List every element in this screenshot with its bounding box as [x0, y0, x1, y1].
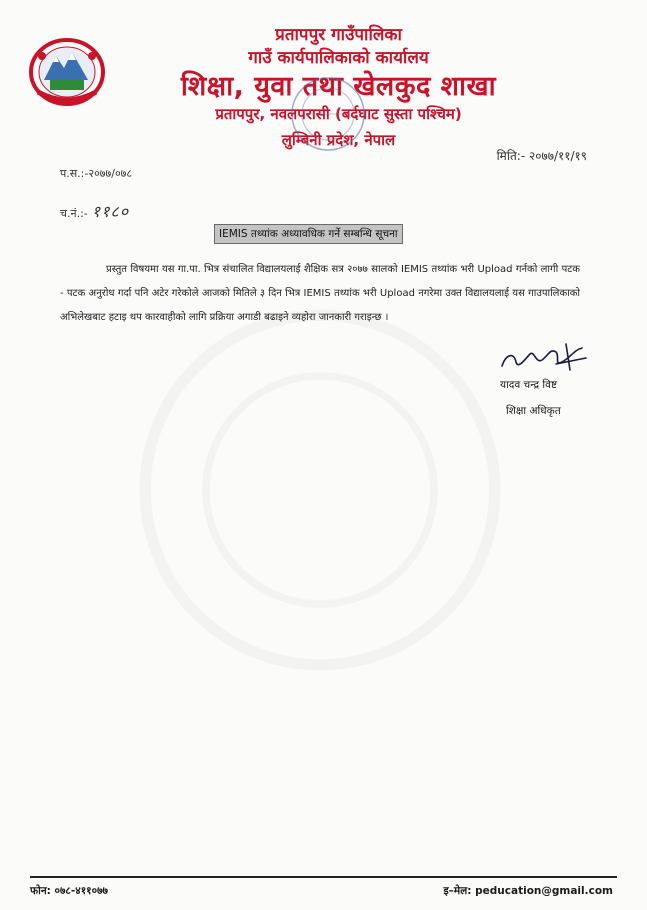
dispatch-number-value: ११८०	[91, 202, 130, 221]
municipality-name: प्रतापपुर गाउँपालिका	[275, 25, 402, 45]
office-name: गाउँ कार्यपालिकाको कार्यालय	[248, 48, 429, 68]
body-paragraph: प्रस्तुत विषयमा यस गा.पा. भित्र संचालित विद्यालयलाई शैक्षिक सत्र २०७७ सालको IEMIS तथ्यांक भरी Upload गर्नको लागी पटक - पटक अनुरोध गर्दा पनि अटेर गरेकोले आजको मितिले ३ दिन भित्र IEMIS तथ्यांक भरी Upload नगरेमा उक्त विद्यालयलाई यस गाउपालिकाको अभिलेखबाट हटाइ थप कारवाहीको लागि प्रक्रिया अगाडी बढाइने व्यहोरा जानकारी गराइन्छ ।	[60, 264, 580, 323]
footer-divider	[30, 876, 617, 878]
emblem-watermark-icon	[130, 300, 510, 680]
address-line: प्रतापपुर, नवलपरासी (बर्दघाट सुस्ता पश्चिम)	[215, 105, 462, 123]
signatory-name: यादव चन्द्र विष्ट	[500, 379, 558, 391]
footer-phone: फोन: ०७८-४११०७७	[30, 885, 108, 897]
reference-number: प.स.:-२०७७/०७८	[60, 167, 133, 180]
subject-line: IEMIS तथ्यांक अध्यावधिक गर्ने सम्बन्धि सूचना	[214, 224, 403, 244]
letter-body	[60, 258, 580, 330]
signatory-title: शिक्षा अधिकृत	[506, 405, 561, 417]
dispatch-number	[60, 200, 129, 222]
letter-date: मिति:- २०७७/११/१९	[496, 149, 587, 163]
footer-email: इ–मेल: peducation@gmail.com	[443, 885, 613, 897]
province-line: लुम्बिनी प्रदेश, नेपाल	[281, 131, 396, 149]
signature-icon	[496, 340, 592, 376]
office-stamp-icon	[288, 74, 368, 154]
section-name: शिक्षा, युवा तथा खेलकुद शाखा	[180, 71, 497, 102]
dispatch-number-label: च.नं.:-	[60, 207, 88, 220]
